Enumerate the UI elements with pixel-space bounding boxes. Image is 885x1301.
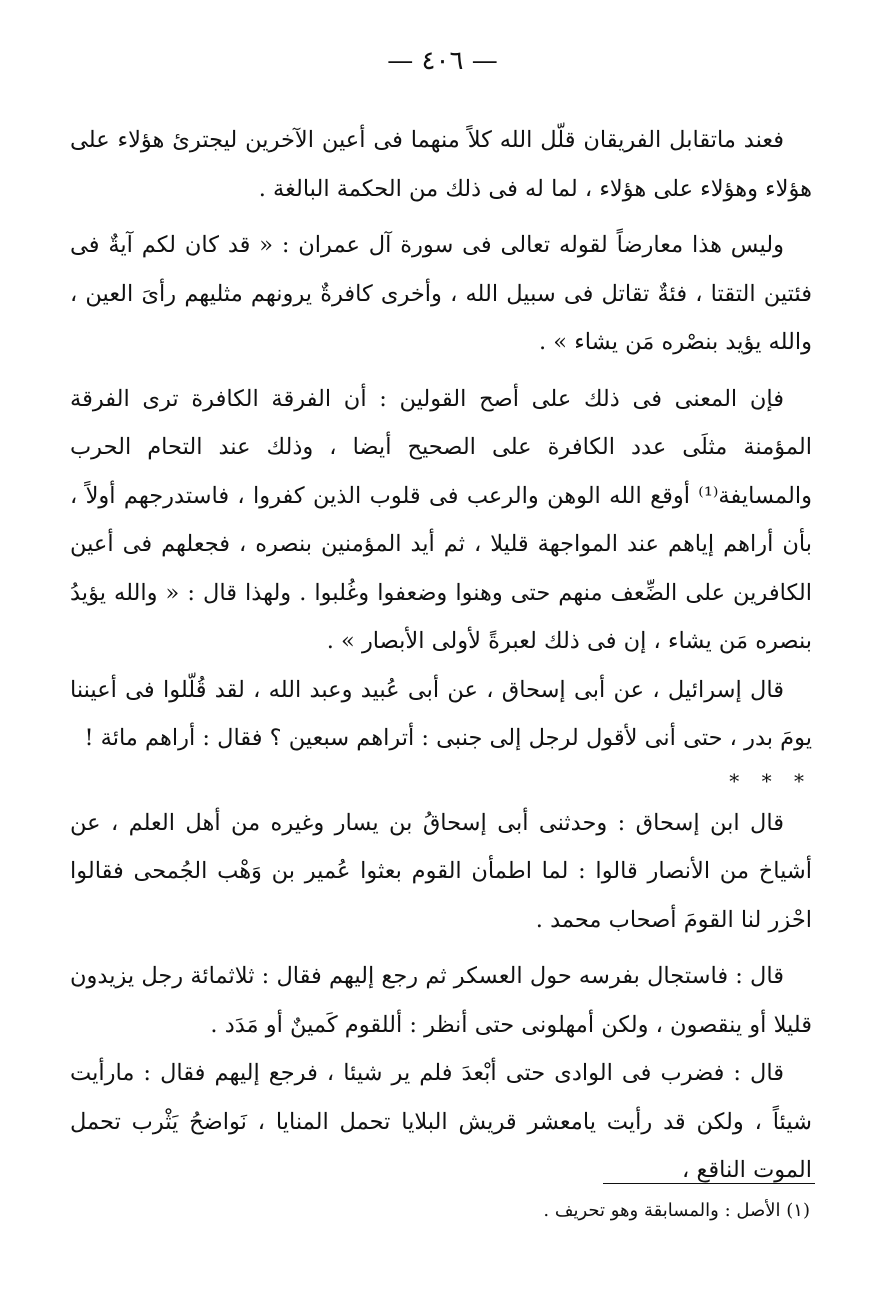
section-separator: * * *	[729, 768, 812, 793]
paragraph-1: فعند ماتقابل الفريقان قلّل الله كلاً منهما فى أعين الآخرين ليجترئ هؤلاء على هؤلاء وهؤلاء على هؤلاء ، لما له فى ذلك من الحكمة البالغة .	[70, 127, 812, 202]
footnote-divider	[603, 1183, 815, 1184]
body-text	[70, 116, 812, 1195]
page-number: — ٤٠٦ —	[387, 46, 498, 76]
paragraph-5: قال ابن إسحاق : وحدثنى أبى إسحاقُ بن يسار وغيره من أهل العلم ، عن أشياخ من الأنصار قالوا : لما اطمأن القوم بعثوا عُمير بن وَهْب الجُمحى فقالوا احْزر لنا القومَ أصحاب محمد .	[70, 809, 812, 933]
paragraph-3: فإن المعنى فى ذلك على أصح القولين : أن الفرقة الكافرة ترى الفرقة المؤمنة مثلَى عدد الكافرة على الصحيح أيضا ، وذلك عند التحام الحرب والمسايفة⁽¹⁾ أوقع الله الوهن والرعب فى قلوب الذين كفروا ، فاستدرجهم أولاً ، بأن أراهم إياهم عند المواجهة قليلا ، ثم أيد المؤمنين بنصره ، فجعلهم فى أعين الكافرين على الضِّعف منهم حتى وهنوا وضعفوا وغُلبوا . ولهذا قال : « والله يؤيدُ بنصره مَن يشاء ، إن فى ذلك لعبرةً لأولى الأبصار » .	[70, 385, 812, 654]
paragraph-6: قال : فاستجال بفرسه حول العسكر ثم رجع إليهم فقال : ثلاثمائة رجل يزيدون قليلا أو ينقصون ، ولكن أمهلونى حتى أنظر : أللقوم كَمينٌ أو مَدَد .	[70, 963, 812, 1038]
paragraph-2: وليس هذا معارضاً لقوله تعالى فى سورة آل عمران : « قد كان لكم آيةٌ فى فئتين التقتا ، فئةٌ تقاتل فى سبيل الله ، وأخرى كافرةٌ يرونهم مثليهم رأىَ العين ، والله يؤيد بنصْره مَن يشاء » .	[70, 232, 812, 355]
paragraph-7: قال : فضرب فى الوادى حتى أبْعدَ فلم ير شيئا ، فرجع إليهم فقال : مارأيت شيئاً ، ولكن قد رأيت يامعشر قريش البلايا تحمل المنايا ، نَواضحُ يَثْرب تحمل الموت الناقع ،	[70, 1060, 812, 1183]
paragraph-4: قال إسرائيل ، عن أبى إسحاق ، عن أبى عُبيد وعبد الله ، لقد قُلّلوا فى أعيننا يومَ بدر ، حتى أنى لأقول لرجل إلى جنبى : أتراهم سبعين ؟ فقال : أراهم مائة !	[70, 676, 812, 751]
footnote: (١) الأصل : والمسابقة وهو تحريف .	[543, 1200, 810, 1221]
